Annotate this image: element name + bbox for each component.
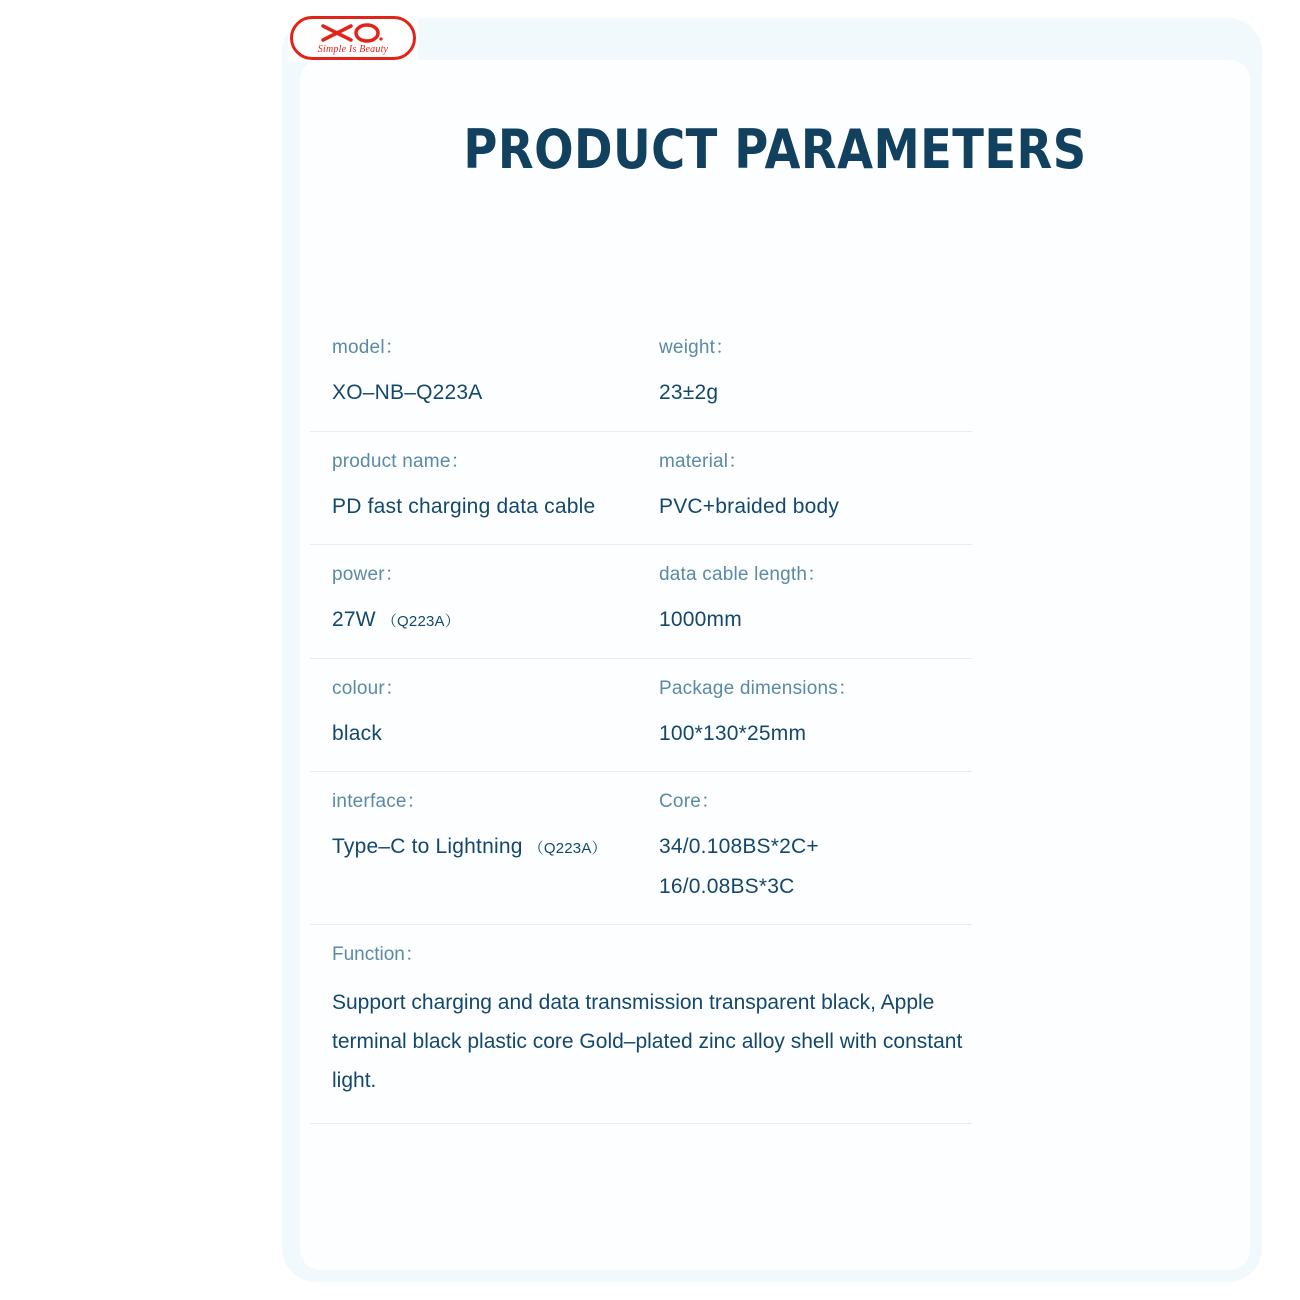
page-title: PRODUCT PARAMETERS bbox=[463, 118, 1087, 181]
spec-value: PD fast charging data cable bbox=[332, 494, 596, 518]
spec-value-note: （Q223A） bbox=[528, 840, 607, 857]
spec-label: product name： bbox=[332, 450, 470, 472]
spec-value-line2: 16/0.08BS*3C bbox=[659, 874, 795, 898]
spec-value: XO–NB–Q223A bbox=[332, 381, 483, 404]
function-text: Support charging and data transmission transparent black, Apple terminal black plastic core Gold–plated zinc alloy shell with constant light. bbox=[332, 991, 963, 1092]
spec-label: power： bbox=[332, 564, 404, 585]
logo-badge bbox=[290, 16, 416, 60]
spec-cell-model bbox=[310, 318, 641, 431]
spec-cell-weight bbox=[641, 318, 972, 431]
function-row bbox=[310, 925, 972, 1124]
spec-label: data cable length： bbox=[659, 564, 827, 585]
table-row bbox=[310, 772, 972, 925]
xo-logo-icon bbox=[321, 23, 385, 43]
table-row bbox=[310, 659, 972, 773]
spec-label: material： bbox=[659, 450, 748, 472]
spec-value: black bbox=[332, 721, 383, 745]
spec-cell-interface bbox=[310, 772, 641, 924]
spec-label: interface： bbox=[332, 791, 426, 812]
specs-table bbox=[310, 318, 972, 1124]
spec-value bbox=[659, 831, 972, 902]
spec-value-main: Type–C to Lightning bbox=[332, 835, 523, 858]
spec-value: PVC+braided body bbox=[659, 494, 840, 518]
spec-label: weight： bbox=[659, 337, 735, 358]
spec-value: 100*130*25mm bbox=[659, 721, 807, 745]
spec-label: colour： bbox=[332, 677, 405, 699]
table-row bbox=[310, 318, 972, 432]
spec-value-main: 34/0.108BS*2C+ bbox=[659, 835, 819, 858]
table-row bbox=[310, 432, 972, 546]
spec-cell-core bbox=[641, 772, 972, 924]
spec-label: model： bbox=[332, 337, 404, 358]
spec-label: Core： bbox=[659, 791, 721, 812]
spec-cell-package-dimensions bbox=[641, 659, 972, 772]
spec-cell-material bbox=[641, 432, 972, 545]
function-label: Function： bbox=[332, 944, 424, 965]
spec-value: 1000mm bbox=[659, 608, 742, 631]
spec-cell-power bbox=[310, 545, 641, 658]
logo-tagline: Simple Is Beauty bbox=[317, 44, 389, 55]
spec-value-main: 27W bbox=[332, 608, 376, 631]
spec-cell-product-name bbox=[310, 432, 641, 545]
xo-brand-logo bbox=[288, 14, 418, 62]
spec-cell-cable-length bbox=[641, 545, 972, 658]
spec-value: 23±2g bbox=[659, 381, 719, 404]
table-row bbox=[310, 545, 972, 659]
spec-cell-colour bbox=[310, 659, 641, 772]
spec-value bbox=[332, 831, 641, 863]
spec-label: Package dimensions： bbox=[659, 677, 858, 699]
spec-value bbox=[332, 604, 641, 636]
spec-value-note: （Q223A） bbox=[381, 613, 460, 630]
